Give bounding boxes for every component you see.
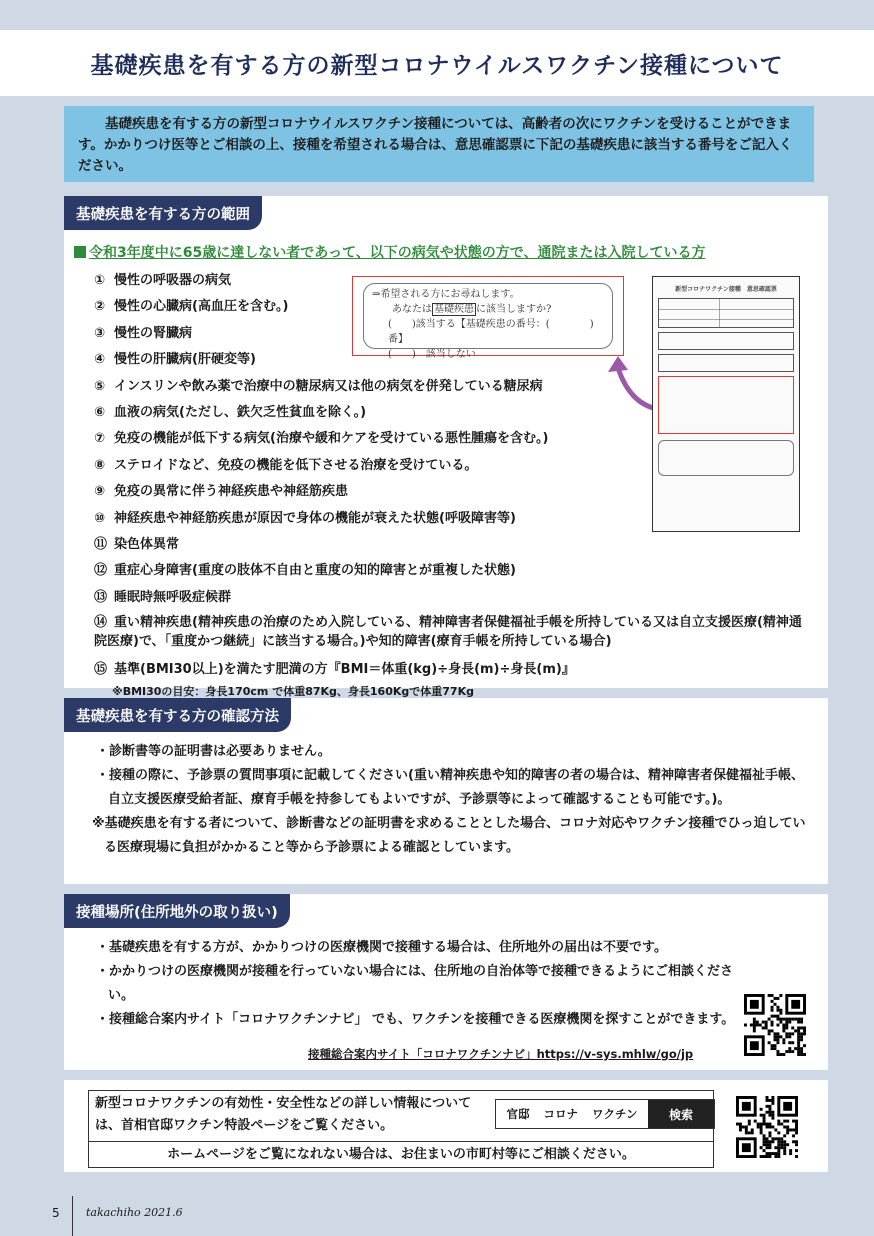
condition-text: 神経疾患や神経筋疾患が原因で身体の機能が衰えた状態(呼吸障害等) <box>114 510 516 526</box>
excerpt-boxed-word: 基礎疾患 <box>434 304 474 315</box>
condition-text: 染色体異常 <box>114 537 180 553</box>
condition-number: ⑥ <box>94 405 106 421</box>
section-info <box>64 1080 828 1172</box>
condition-number: ⑫ <box>94 563 108 579</box>
excerpt-line-2 <box>372 302 604 317</box>
condition-text: 慢性の肝臓病(肝硬変等) <box>114 352 256 368</box>
criteria-text: 令和3年度中に65歳に達しない者であって、以下の病気や状態の方で、通院または入院している方 <box>89 245 706 261</box>
page-number: 5 <box>52 1206 60 1220</box>
page-title: 基礎疾患を有する方の新型コロナウイルスワクチン接種について <box>90 52 784 79</box>
bullet-item: ・かかりつけの医療機関が接種を行っていない場合には、住所地の自治体等で接種できるようにご相談ください。 <box>96 964 734 1003</box>
footer-brand <box>86 1206 183 1219</box>
section-heading-scope: 基礎疾患を有する方の範囲 <box>64 196 262 230</box>
condition-text: 慢性の心臓病(高血圧を含む。) <box>114 299 289 315</box>
form-thumb-title: 新型コロナワクチン接種 意思確認票 <box>675 286 777 293</box>
form-excerpt <box>352 276 624 360</box>
form-thumb-field <box>658 332 794 350</box>
condition-number: ⑬ <box>94 589 108 605</box>
footer-divider <box>72 1196 73 1236</box>
intro-text: 基礎疾患を有する方の新型コロナウイルスワクチン接種については、高齢者の次にワクチンを受けることができます。かかりつけ医等とご相談の上、接種を希望される場合は、意思確認票に下記の基礎疾患に該当する番号をご記入ください。 <box>78 116 793 174</box>
bullet-item: ・診断書等の証明書は必要ありません。 <box>96 744 331 759</box>
condition-number: ⑧ <box>94 457 106 473</box>
square-bullet-icon <box>74 246 86 258</box>
condition-number: ⑭ <box>94 615 108 631</box>
condition-text: インスリンや飲み薬で治療中の糖尿病又は他の病気を併発している糖尿病 <box>114 378 543 394</box>
excerpt-line-2-pre: あなたは <box>392 304 432 315</box>
condition-text: ステロイドなど、免疫の機能を低下させる治療を受けている。 <box>114 457 478 473</box>
criteria-heading <box>74 242 706 262</box>
condition-number: ⑩ <box>94 510 106 526</box>
condition-text: 重症心身障害(重度の肢体不自由と重度の知的障害とが重複した状態) <box>114 563 516 579</box>
condition-item <box>94 657 814 683</box>
excerpt-line-4: ( ) 該当しない <box>388 349 476 360</box>
condition-text: 慢性の呼吸器の病気 <box>114 273 232 288</box>
condition-text: 慢性の腎臓病 <box>114 325 193 341</box>
condition-item <box>94 585 814 611</box>
condition-number: ⑤ <box>94 378 106 394</box>
location-bullets <box>96 936 736 1032</box>
condition-number: ④ <box>94 352 106 368</box>
condition-item <box>94 611 814 657</box>
condition-text: 基準(BMI30以上)を満たす肥満の方『BMI＝体重(kg)÷身長(m)÷身長(m)』 <box>114 662 575 678</box>
page-footer <box>0 1188 874 1236</box>
bullet-item: ・接種の際に、予診票の質問事項に記載してください(重い精神疾患や知的障害の者の場合は、精神障害者保健福祉手帳、自立支援医療受給者証、療育手帳を持参してもよいですが、予診票等によって確認することも可能です。)。 <box>96 768 804 807</box>
condition-number: ⑮ <box>94 662 108 678</box>
qr-code-icon[interactable] <box>736 1096 798 1158</box>
bullet-item: ・基礎疾患を有する方が、かかりつけの医療機関で接種する場合は、住所地外の届出は不要です。 <box>96 940 667 955</box>
search-query[interactable]: 官邸 コロナ ワクチン <box>506 1107 638 1121</box>
consent-form-thumbnail <box>652 276 800 532</box>
form-thumb-grid <box>658 298 794 328</box>
title-bar <box>0 30 874 96</box>
condition-item <box>94 532 814 558</box>
section-scope <box>64 196 828 698</box>
condition-number: ③ <box>94 325 106 341</box>
condition-text: 睡眠時無呼吸症候群 <box>114 589 232 605</box>
bullet-item: ※基礎疾患を有する者について、診断書などの証明書を求めることとした場合、コロナ対応やワクチン接種でひっ迫している医療現場に負担がかかること等から予診票による確認としています。 <box>92 816 806 855</box>
section-heading-confirmation: 基礎疾患を有する方の確認方法 <box>64 698 291 732</box>
excerpt-line-2-post: に該当しますか? <box>476 304 552 315</box>
condition-number: ① <box>94 273 106 288</box>
bullet-item: ・接種総合案内サイト「コロナワクチンナビ」 でも、ワクチンを接種できる医療機関を探すことができます。 <box>96 1012 735 1027</box>
condition-item <box>94 558 814 584</box>
info-box <box>88 1090 714 1168</box>
condition-text: 血液の病気(ただし、鉄欠乏性貧血を除く。) <box>114 405 367 421</box>
excerpt-line-1: ⇒希望される方にお尋ねします。 <box>372 289 520 300</box>
search-button[interactable]: 検索 <box>648 1100 714 1128</box>
form-excerpt-inner <box>363 283 613 360</box>
search-box[interactable] <box>495 1099 715 1129</box>
info-text: 新型コロナワクチンの有効性・安全性などの詳しい情報については、首相官邸ワクチン特設ページをご覧ください。 <box>95 1096 472 1133</box>
condition-number: ⑪ <box>94 537 108 553</box>
issue-date: 2021.6 <box>144 1206 183 1219</box>
info-footer-note: ホームページをご覧になれない場合は、お住まいの市町村等にご相談ください。 <box>167 1147 635 1162</box>
qr-code-icon[interactable] <box>744 994 806 1056</box>
intro-box <box>64 106 814 182</box>
section-location <box>64 894 828 1070</box>
form-thumb-highlight <box>658 376 794 434</box>
condition-text: 重い精神疾患(精神疾患の治療のため入院している、精神障害者保健福祉手帳を所持している又は自立支援医療(精神通院医療)で、「重度かつ継続」に該当する場合。)や知的障害(療育手帳を所持している場合) <box>94 615 802 650</box>
brand-name: takachiho <box>86 1206 141 1219</box>
vaccine-navi-link[interactable]: 接種総合案内サイト「コロナワクチンナビ」https://v-sys.mhlw/go/jp <box>308 1047 694 1061</box>
condition-number: ② <box>94 299 106 315</box>
divider <box>89 1141 713 1142</box>
confirmation-bullets <box>92 740 816 860</box>
condition-text: 免疫の異常に伴う神経疾患や神経筋疾患 <box>114 484 349 500</box>
form-thumb-field <box>658 354 794 372</box>
excerpt-line-3: ( )該当する【基礎疾患の番号：( )番】 <box>388 319 594 345</box>
condition-number: ⑦ <box>94 431 106 447</box>
bmi-note: ※BMI30の目安：身長170cm で体重87Kg、身長160Kgで体重77Kg <box>112 684 474 698</box>
section-confirmation <box>64 698 828 884</box>
condition-text: 免疫の機能が低下する病気(治療や緩和ケアを受けている悪性腫瘍を含む。) <box>114 431 549 447</box>
form-thumb-rounded-box <box>658 440 794 476</box>
section-heading-location: 接種場所(住所地外の取り扱い) <box>64 894 290 928</box>
condition-number: ⑨ <box>94 484 106 500</box>
